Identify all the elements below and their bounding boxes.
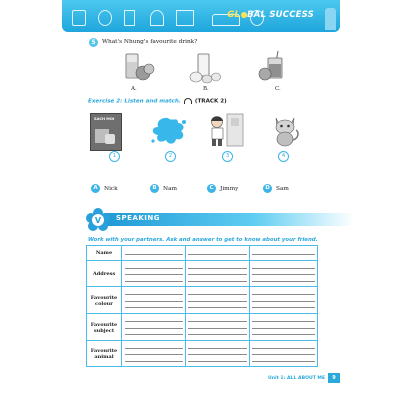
- writing-line: [188, 274, 247, 275]
- writing-line: [125, 354, 183, 355]
- table-row: [87, 246, 317, 260]
- writing-line: [125, 321, 183, 322]
- clock-tower-icon: [325, 8, 336, 30]
- picture-number-2: 2: [165, 151, 176, 162]
- person-name-nick: Nick: [104, 186, 118, 192]
- option-b-label: B.: [203, 86, 209, 92]
- exercise-2-title: Exercise 2: Listen and match. (TRACK 2): [88, 98, 227, 105]
- orange-juice-glass-icon: [258, 50, 292, 84]
- writing-line: [125, 328, 183, 329]
- writing-line: [188, 361, 247, 362]
- person-letter-d: D: [263, 184, 272, 193]
- person-letter-c: C: [207, 184, 216, 193]
- writing-line: [252, 268, 315, 269]
- writing-line: [125, 281, 183, 282]
- speaking-instruction: Work with your partners. Ask and answer to get to know about your friend.: [88, 237, 318, 243]
- writing-line: [188, 301, 247, 302]
- writing-line: [188, 334, 247, 335]
- writing-line: [188, 281, 247, 282]
- writing-line: [188, 348, 247, 349]
- question-prompt: What's Nhung's favourite drink?: [102, 39, 198, 45]
- picture-number-1: 1: [109, 151, 120, 162]
- globe-doodle-icon: [98, 10, 112, 26]
- writing-line: [252, 361, 315, 362]
- cat-picture: [268, 112, 302, 148]
- writing-line: [125, 294, 183, 295]
- person-name-nam: Nam: [163, 186, 178, 192]
- column-divider: [185, 246, 186, 366]
- globe-logo-icon: [241, 12, 247, 18]
- apple-juice-glass-icon: [120, 50, 156, 84]
- bus-doodle-icon: [176, 10, 194, 26]
- writing-line: [188, 354, 247, 355]
- option-c-label: C.: [275, 86, 281, 92]
- writing-line: [188, 321, 247, 322]
- writing-line: [252, 274, 315, 275]
- section-flower-icon: [86, 208, 110, 232]
- flag-doodle-icon: [72, 10, 86, 26]
- writing-line: [252, 294, 315, 295]
- picture-number-3: 3: [222, 151, 233, 162]
- writing-line: [188, 307, 247, 308]
- writing-line: [252, 328, 315, 329]
- writing-line: [125, 348, 183, 349]
- footer-unit-title: Unit 1: ALL ABOUT ME: [268, 376, 326, 381]
- writing-line: [252, 321, 315, 322]
- writing-line: [125, 334, 183, 335]
- global-success-logo: GL BAL SUCCESS: [227, 10, 314, 20]
- writing-line: [252, 281, 315, 282]
- bag-doodle-icon: [150, 10, 164, 26]
- row-label: Favourite animal: [87, 341, 122, 367]
- speaking-title: SPEAKING: [116, 214, 161, 222]
- person-letter-b: B: [150, 184, 159, 193]
- writing-line: [125, 307, 183, 308]
- header-banner: [62, 0, 340, 32]
- row-label: Favourite subject: [87, 314, 122, 341]
- column-divider: [249, 246, 250, 366]
- writing-line: [188, 294, 247, 295]
- person-name-jimmy: Jimmy: [220, 186, 239, 192]
- writing-line: [252, 334, 315, 335]
- writing-line: [125, 274, 183, 275]
- row-label: Address: [87, 261, 122, 287]
- book-picture: SACH MOI: [90, 113, 122, 151]
- writing-line: [188, 328, 247, 329]
- boy-picture: [205, 112, 245, 148]
- page-number: 9: [328, 373, 340, 383]
- writing-line: [188, 254, 247, 255]
- writing-line: [125, 268, 183, 269]
- writing-line: [252, 354, 315, 355]
- writing-line: [252, 301, 315, 302]
- picture-number-4: 4: [278, 151, 289, 162]
- svg-text:V: V: [94, 216, 102, 225]
- question-number: 5: [89, 38, 98, 47]
- writing-line: [188, 268, 247, 269]
- person-letter-a: A: [91, 184, 100, 193]
- writing-line: [125, 301, 183, 302]
- writing-line: [252, 307, 315, 308]
- paint-splash-picture: [148, 114, 188, 148]
- writing-line: [252, 348, 315, 349]
- row-label: Favourite colour: [87, 287, 122, 314]
- speaking-table: [86, 245, 318, 367]
- pencil-doodle-icon: [124, 10, 135, 26]
- row-label: Name: [87, 246, 122, 260]
- writing-line: [252, 254, 315, 255]
- writing-line: [125, 361, 183, 362]
- milk-glass-icon: [188, 52, 222, 84]
- person-name-sam: Sam: [276, 186, 289, 192]
- writing-line: [125, 254, 183, 255]
- option-a-label: A.: [131, 86, 137, 92]
- headphones-icon: [184, 98, 192, 104]
